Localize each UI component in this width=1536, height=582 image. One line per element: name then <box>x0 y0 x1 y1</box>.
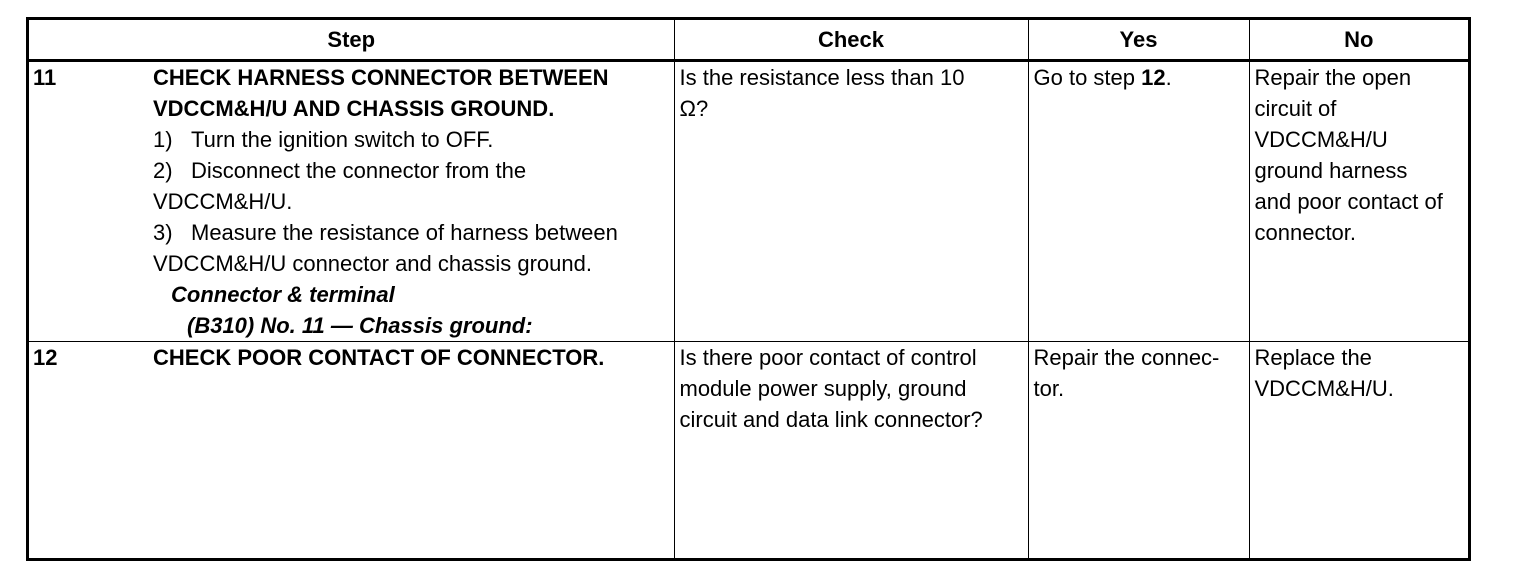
no-cell <box>1249 61 1468 342</box>
no-text-line: VDCCM&H/U <box>1254 127 1388 152</box>
step-reference-link[interactable]: 12 <box>1141 65 1166 90</box>
instruction-number: 3) <box>153 220 173 245</box>
header-step: Step <box>29 20 674 61</box>
yes-text: Go to step <box>1033 65 1142 90</box>
step-title-line: VDCCM&H/U AND CHASSIS GROUND. <box>153 96 555 121</box>
instruction-text: Measure the resistance of harness between <box>191 220 618 245</box>
step-title-line: CHECK HARNESS CONNECTOR BETWEEN <box>153 65 609 90</box>
check-text-line: circuit and data link connector? <box>679 407 983 432</box>
header-yes: Yes <box>1028 20 1249 61</box>
instruction-text: Disconnect the connector from the <box>191 158 527 183</box>
table-row-step-11 <box>29 61 1468 342</box>
step-number: 12 <box>33 345 58 370</box>
spec-label: Connector & terminal <box>171 282 395 307</box>
no-cell <box>1249 342 1468 559</box>
check-cell <box>674 61 1028 342</box>
yes-text-line: tor. <box>1033 376 1065 401</box>
no-text-line: connector. <box>1254 220 1357 245</box>
no-text-line: ground harness <box>1254 158 1408 183</box>
check-text-line: Is there poor contact of control <box>679 345 977 370</box>
check-text-line: module power supply, ground <box>679 376 967 401</box>
yes-cell <box>1028 342 1249 559</box>
step-body <box>153 342 669 373</box>
step-title-line: CHECK POOR CONTACT OF CONNECTOR. <box>153 345 605 370</box>
instruction-continuation: VDCCM&H/U. <box>153 189 293 214</box>
header-no: No <box>1249 20 1468 61</box>
instruction-text: Turn the ignition switch to OFF. <box>191 127 494 152</box>
spec-value: (B310) No. 11 — Chassis ground: <box>187 313 533 338</box>
yes-cell <box>1028 61 1249 342</box>
instruction-item <box>153 124 669 155</box>
instruction-continuation: VDCCM&H/U connector and chassis ground. <box>153 251 592 276</box>
check-cell <box>674 342 1028 559</box>
step-number: 11 <box>33 65 57 90</box>
instruction-item <box>153 217 669 248</box>
step-body <box>153 62 669 341</box>
step-cell <box>29 342 674 559</box>
step-cell <box>29 61 674 342</box>
instruction-number: 1) <box>153 127 173 152</box>
header-check: Check <box>674 20 1028 61</box>
instruction-item <box>153 155 669 186</box>
yes-text-suffix: . <box>1165 65 1172 90</box>
no-text-line: and poor contact of <box>1254 189 1443 214</box>
no-text-line: Repair the open <box>1254 65 1412 90</box>
no-text-line: Replace the <box>1254 345 1372 370</box>
diagnostic-table <box>29 20 1468 558</box>
yes-text-line: Repair the connec- <box>1033 345 1220 370</box>
table-row-step-12 <box>29 342 1468 559</box>
diagnostic-table-frame <box>26 17 1471 561</box>
no-text-line: VDCCM&H/U. <box>1254 376 1394 401</box>
instruction-number: 2) <box>153 158 173 183</box>
check-text-line: Ω? <box>679 96 709 121</box>
check-text-line: Is the resistance less than 10 <box>679 65 965 90</box>
table-header-row <box>29 20 1468 61</box>
no-text-line: circuit of <box>1254 96 1337 121</box>
